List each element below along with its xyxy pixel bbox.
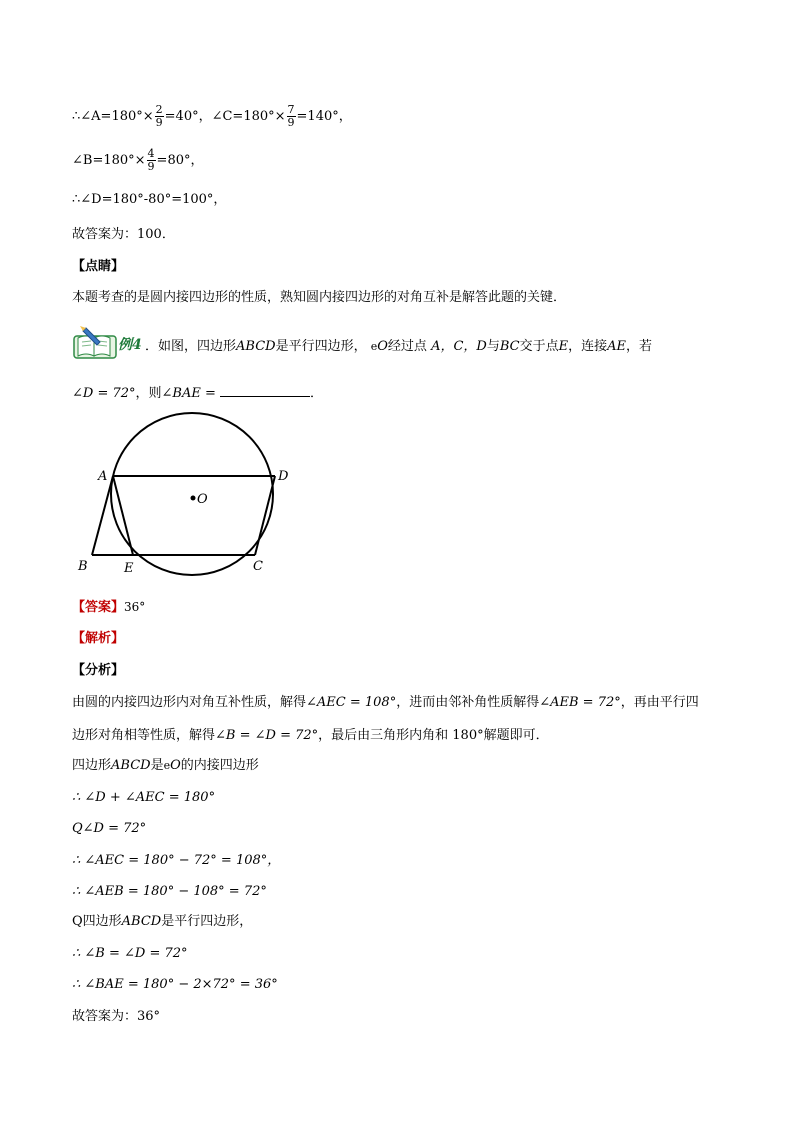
- question-text: ，若: [626, 339, 653, 354]
- fraction-numerator: 2: [155, 103, 163, 116]
- label-d: D: [278, 469, 289, 484]
- answer-heading: 【答案】: [72, 600, 125, 615]
- segment-ae: [113, 476, 133, 555]
- solution-line-2: [72, 148, 203, 173]
- question-text: ，连接: [568, 339, 608, 354]
- fraction-denominator: 9: [155, 116, 163, 129]
- math-symbol: A，C，D: [431, 339, 487, 354]
- math-expression: ∠AEC = 108°: [306, 695, 397, 710]
- segment-dc: [255, 476, 275, 555]
- fenxi-line-2: [72, 727, 549, 745]
- analysis-text: ，进而由邻补角性质解得: [396, 695, 540, 710]
- answer-value: 36°: [124, 600, 146, 614]
- center-point: [191, 496, 196, 501]
- step-7: ∴ ∠B = ∠D = 72°: [72, 946, 188, 961]
- math-expression: ∠AEB = 72°: [539, 695, 621, 710]
- label-e: E: [124, 561, 134, 576]
- fraction: [147, 148, 156, 173]
- step-text: 的内接四边形: [180, 758, 259, 773]
- solution-line-3: ∴∠D=180°-80°=100°，: [72, 192, 227, 207]
- label-b: B: [78, 559, 88, 574]
- fraction: [287, 104, 296, 129]
- step-2: ∴ ∠D + ∠AEC = 180°: [72, 790, 216, 805]
- fenxi-heading: 【分析】: [72, 663, 125, 678]
- fraction-numerator: 4: [147, 147, 155, 160]
- step-5: ∴ ∠AEB = 180° − 108° = 72°: [72, 884, 267, 899]
- fraction-denominator: 9: [287, 116, 295, 129]
- label-o: O: [197, 492, 208, 507]
- math-expression: ∠B = ∠D = 72°: [215, 728, 319, 743]
- math-symbol: BC: [499, 339, 520, 354]
- formula-text: =80°，: [156, 153, 204, 168]
- formula-text: =40°，∠C=180°×: [164, 109, 286, 124]
- circle-symbol: e: [370, 340, 378, 353]
- answer-line: [72, 598, 145, 617]
- question-text: ，则: [135, 386, 162, 401]
- question-line-1: [145, 338, 652, 356]
- comment-text: 本题考查的是圆内接四边形的性质，熟知圆内接四边形的对角互补是解答此题的关键．: [72, 290, 567, 305]
- step-8: ∴ ∠BAE = 180° − 2×72° = 36°: [72, 977, 278, 992]
- step-4: ∴ ∠AEC = 180° − 72° = 108°，: [72, 853, 281, 868]
- formula-text: ∠B=180°×: [72, 153, 146, 168]
- math-symbol: O: [377, 339, 388, 354]
- analysis-text: 边形对角相等性质，解得: [72, 728, 216, 743]
- label-c: C: [253, 559, 263, 574]
- solution-line-1: [72, 104, 352, 129]
- question-text: 经过点: [387, 339, 427, 354]
- step-text: 是平行四边形，: [161, 914, 253, 929]
- fraction: [155, 104, 164, 129]
- example-number: 例4: [118, 337, 142, 353]
- step-text: Q四边形: [72, 914, 122, 929]
- fenxi-line-1: [72, 694, 699, 712]
- circle-symbol: e: [163, 759, 171, 772]
- question-text: 交于点: [519, 339, 559, 354]
- analysis-text: ，再由平行四: [620, 695, 699, 710]
- math-expression: ∠BAE =: [161, 386, 216, 401]
- solution-answer: 故答案为：100．: [72, 227, 175, 242]
- analysis-text: 由圆的内接四边形内对角互补性质，解得: [72, 695, 307, 710]
- segment-ba: [92, 476, 113, 555]
- math-symbol: E: [558, 339, 569, 354]
- label-a: A: [98, 469, 108, 484]
- math-symbol: ABCD: [121, 914, 162, 929]
- comment-heading: 【点睛】: [72, 259, 125, 274]
- step-text: 四边形: [72, 758, 112, 773]
- example-book-icon: [72, 324, 122, 360]
- formula-text: ∴∠A=180°×: [72, 109, 154, 124]
- math-symbol: ABCD: [111, 758, 151, 773]
- step-3: Q∠D = 72°: [72, 821, 147, 836]
- step-6: [72, 913, 252, 931]
- circle-o: [111, 413, 273, 575]
- question-text: ．如图，四边形: [145, 339, 237, 354]
- step-1: [72, 757, 259, 775]
- step-text: 是: [150, 758, 164, 773]
- answer-blank[interactable]: [220, 384, 310, 397]
- math-symbol: ABCD: [236, 339, 276, 354]
- fraction-numerator: 7: [287, 103, 295, 116]
- analysis-text: ，最后由三角形内角和 180°解题即可．: [318, 728, 549, 743]
- question-line-2: [72, 384, 323, 403]
- question-text: 是平行四边形，: [275, 339, 367, 354]
- math-expression: ∠D = 72°: [72, 386, 136, 401]
- final-answer: 故答案为：36°: [72, 1009, 161, 1024]
- math-symbol: O: [170, 758, 181, 773]
- question-text: 与: [486, 339, 500, 354]
- fraction-denominator: 9: [147, 160, 155, 173]
- analysis-heading: 【解析】: [72, 631, 125, 646]
- geometry-figure: [72, 410, 302, 585]
- math-symbol: AE: [607, 339, 627, 354]
- formula-text: =140°，: [296, 109, 352, 124]
- question-text: ．: [310, 386, 324, 401]
